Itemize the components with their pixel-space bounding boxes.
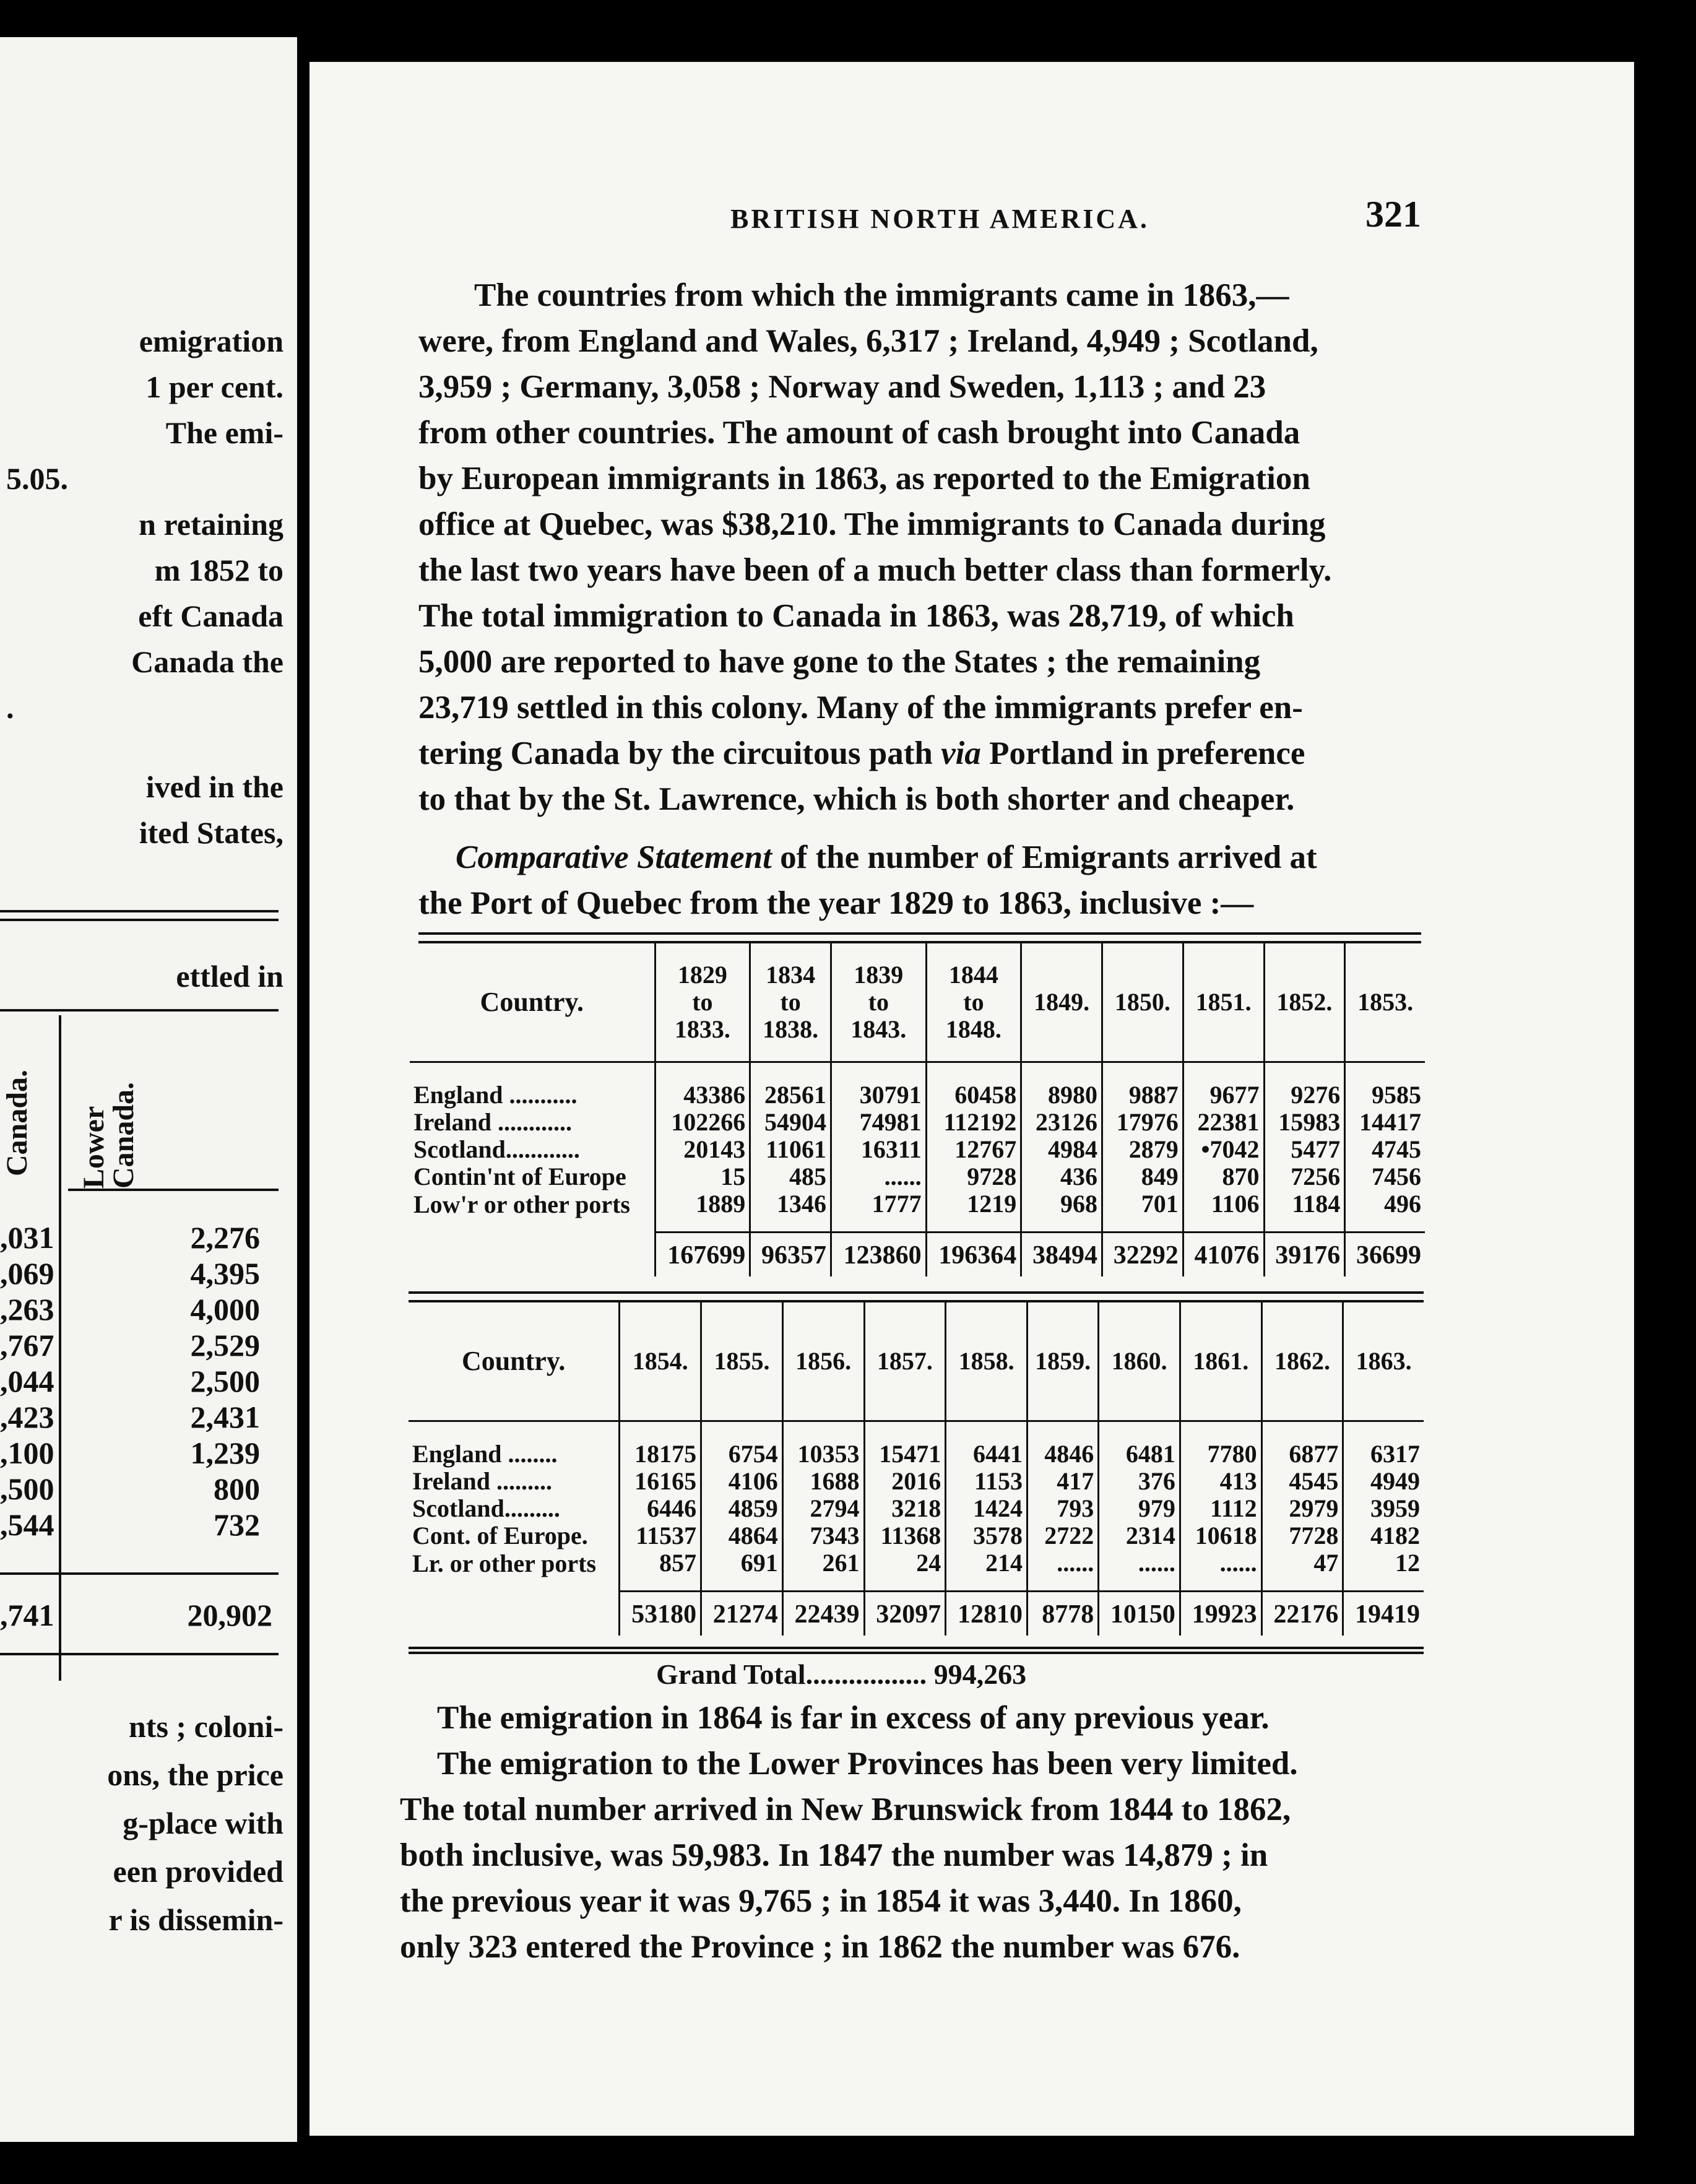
table-cell: 6446 — [620, 1495, 701, 1522]
left-text-line: The emi- — [165, 415, 283, 450]
table-cell: 28561 — [750, 1062, 831, 1109]
table-row — [410, 1190, 1425, 1233]
total-cell: 10150 — [1099, 1592, 1180, 1636]
table-cell: 12767 — [926, 1136, 1021, 1163]
column-header-part: 1834 — [766, 961, 816, 989]
left-rule — [0, 919, 279, 921]
totals-row — [410, 1233, 1425, 1277]
total-cell: 167699 — [655, 1233, 750, 1277]
left-text-line: 5.05. — [6, 461, 68, 496]
table-header-row — [410, 943, 1425, 1062]
country-column-header: Country. — [410, 943, 655, 1062]
table-cell: 4182 — [1343, 1522, 1424, 1549]
row-country: England ........ — [412, 1440, 558, 1468]
left-rule — [0, 910, 279, 912]
column-header — [1264, 943, 1345, 1062]
column-header: 1860. — [1099, 1302, 1180, 1421]
table-row — [410, 1109, 1425, 1136]
intro-line: office at Quebec, was $38,210. The immigrants to Canada during — [418, 506, 1326, 542]
left-text-line: ons, the price — [107, 1757, 283, 1792]
left-text-line: Canada the — [131, 644, 283, 679]
left-col1-value: ,069 — [0, 1256, 54, 1291]
left-text-line: ited States, — [139, 815, 283, 850]
table-cell: 2879 — [1102, 1136, 1183, 1163]
intro-line: 23,719 settled in this colony. Many of the immigrants prefer en- — [418, 690, 1303, 726]
left-text-line: m 1852 to — [154, 553, 283, 587]
table-cell: 376 — [1099, 1468, 1180, 1495]
table-row — [409, 1421, 1424, 1468]
intro-line — [418, 730, 1379, 776]
left-total: 20,902 — [187, 1598, 272, 1632]
intro-line: from other countries. The amount of cash brought into Canada — [418, 415, 1300, 451]
table-cell: 16165 — [620, 1468, 701, 1495]
column-header — [831, 943, 926, 1062]
left-total: ,741 — [0, 1598, 54, 1632]
table-cell: 436 — [1021, 1163, 1102, 1190]
table-cell: 4106 — [701, 1468, 783, 1495]
left-text-line: n retaining — [139, 507, 283, 542]
page-number: 321 — [1365, 194, 1421, 235]
total-cell: 32292 — [1102, 1233, 1183, 1277]
column-header — [1102, 943, 1183, 1062]
table-cell: 17976 — [1102, 1109, 1183, 1136]
left-rule — [0, 1572, 279, 1575]
left-text-line: ettled in — [176, 959, 283, 994]
column-header — [655, 943, 750, 1062]
table-cell: 2979 — [1261, 1495, 1343, 1522]
column-header-part: 1833. — [674, 1015, 730, 1043]
table-divider-rule — [409, 1291, 1424, 1302]
total-cell: 21274 — [701, 1592, 783, 1636]
column-header-part: 1839 — [854, 961, 904, 989]
table-cell: 9677 — [1183, 1062, 1264, 1109]
column-header: 1859. — [1027, 1302, 1098, 1421]
left-col1-value: ,044 — [0, 1364, 54, 1398]
table-row — [409, 1468, 1424, 1495]
left-col2-value: 2,529 — [190, 1328, 260, 1363]
table-cell: 24 — [864, 1549, 946, 1592]
table-cell: 8980 — [1021, 1062, 1102, 1109]
table-cell: 30791 — [831, 1062, 926, 1109]
column-header-part: 1853. — [1357, 988, 1414, 1016]
grand-total-value: 994,263 — [933, 1658, 1027, 1690]
row-country: Ireland ............ — [413, 1108, 572, 1136]
intro-line-text: tering Canada by the circuitous path — [418, 735, 933, 771]
table-cell: 4859 — [701, 1495, 783, 1522]
left-col2-value: 2,431 — [190, 1400, 260, 1434]
table-cell: 6877 — [1261, 1421, 1343, 1468]
left-col1-value: ,263 — [0, 1292, 54, 1327]
table-row — [410, 1136, 1425, 1163]
left-col1-value: ,544 — [0, 1507, 54, 1542]
table-cell: 112192 — [926, 1109, 1021, 1136]
left-col2-value: 1,239 — [190, 1436, 260, 1470]
caption-line — [418, 834, 1379, 880]
column-header: 1861. — [1180, 1302, 1261, 1421]
closing-line: both inclusive, was 59,983. In 1847 the number was 14,879 ; in — [400, 1837, 1268, 1873]
table-cell: 1777 — [831, 1190, 926, 1233]
table-cell: 4984 — [1021, 1136, 1102, 1163]
left-col2-value: 4,395 — [190, 1256, 260, 1291]
totals-label-cell — [410, 1233, 655, 1277]
table-cell: 9276 — [1264, 1062, 1345, 1109]
table-cell: 5477 — [1264, 1136, 1345, 1163]
total-cell: 19923 — [1180, 1592, 1261, 1636]
table-cell: 10618 — [1180, 1522, 1261, 1549]
emigrants-table-1854-1863 — [409, 1302, 1424, 1636]
intro-line: to that by the St. Lawrence, which is both shorter and cheaper. — [418, 781, 1295, 817]
table-cell: 793 — [1027, 1495, 1098, 1522]
row-country: Scotland............ — [413, 1135, 580, 1163]
table-cell: 485 — [750, 1163, 831, 1190]
table-cell: 6481 — [1099, 1421, 1180, 1468]
table-cell: 102266 — [655, 1109, 750, 1136]
table-cell: 979 — [1099, 1495, 1180, 1522]
table-cell: 7728 — [1261, 1522, 1343, 1549]
table-cell: 4545 — [1261, 1468, 1343, 1495]
table-cell: 7343 — [782, 1522, 864, 1549]
left-text-line: g-place with — [123, 1806, 283, 1840]
column-header-part: 1852. — [1276, 988, 1333, 1016]
emigrants-table-1829-1853 — [410, 943, 1425, 1276]
table-row — [409, 1495, 1424, 1522]
intro-line: were, from England and Wales, 6,317 ; Ireland, 4,949 ; Scotland, — [418, 323, 1318, 359]
caption-text: of the number of Emigrants arrived at — [780, 839, 1317, 875]
country-column-header: Country. — [409, 1302, 620, 1421]
left-col-header: Lower Canada. — [77, 1081, 140, 1189]
grand-total — [656, 1658, 1026, 1691]
table-cell: 1219 — [926, 1190, 1021, 1233]
column-header: 1863. — [1343, 1302, 1424, 1421]
table-cell: 15983 — [1264, 1109, 1345, 1136]
closing-line: the previous year it was 9,765 ; in 1854 it was 3,440. In 1860, — [400, 1883, 1242, 1919]
column-header-part: 1851. — [1195, 988, 1252, 1016]
total-cell: 22176 — [1261, 1592, 1343, 1636]
table-cell: 43386 — [655, 1062, 750, 1109]
table-cell: 1184 — [1264, 1190, 1345, 1233]
table-cell: 47 — [1261, 1549, 1343, 1592]
table-cell: 15 — [655, 1163, 750, 1190]
table-cell: 701 — [1102, 1190, 1183, 1233]
total-cell: 8778 — [1027, 1592, 1098, 1636]
table-cell: 1346 — [750, 1190, 831, 1233]
table-cell: 6441 — [946, 1421, 1028, 1468]
table-cell: 691 — [701, 1549, 783, 1592]
intro-line: 5,000 are reported to have gone to the States ; the remaining — [418, 644, 1261, 680]
column-header: 1855. — [701, 1302, 783, 1421]
total-cell: 123860 — [831, 1233, 926, 1277]
table-row — [410, 1062, 1425, 1109]
column-header-part: 1844 — [948, 961, 998, 989]
total-cell: 19419 — [1343, 1592, 1424, 1636]
table-cell: 417 — [1027, 1468, 1098, 1495]
left-rule — [68, 1189, 279, 1191]
table-cell: 1112 — [1180, 1495, 1261, 1522]
column-header-part: 1848. — [945, 1015, 1002, 1043]
table-cell: 857 — [620, 1549, 701, 1592]
table-cell: 54904 — [750, 1109, 831, 1136]
intro-line: The total immigration to Canada in 1863, was 28,719, of which — [418, 598, 1294, 634]
column-header: 1858. — [946, 1302, 1028, 1421]
column-header: 1857. — [864, 1302, 946, 1421]
table-cell: 2794 — [782, 1495, 864, 1522]
table-top-rule — [418, 932, 1421, 943]
column-header-part: to — [692, 988, 713, 1016]
table-cell: 23126 — [1021, 1109, 1102, 1136]
column-header-part: 1849. — [1034, 988, 1090, 1016]
table-cell: 16311 — [831, 1136, 926, 1163]
table-cell: 2314 — [1099, 1522, 1180, 1549]
table-cell: 1153 — [946, 1468, 1028, 1495]
column-header — [1345, 943, 1425, 1062]
left-text-line: emigration — [139, 324, 283, 358]
column-header-part: to — [780, 988, 801, 1016]
table-cell: 4846 — [1027, 1421, 1098, 1468]
table-cell: 3578 — [946, 1522, 1028, 1549]
table-cell: 18175 — [620, 1421, 701, 1468]
column-header-part: 1838. — [763, 1015, 819, 1043]
row-country: Low'r or other ports — [413, 1190, 630, 1218]
table-cell: 14417 — [1345, 1109, 1425, 1136]
table-cell: 4745 — [1345, 1136, 1425, 1163]
left-text-line: ived in the — [145, 769, 283, 804]
left-col1-value: ,423 — [0, 1400, 54, 1434]
left-col2-value: 2,500 — [190, 1364, 260, 1398]
left-col1-value: ,767 — [0, 1328, 54, 1363]
table-row — [409, 1522, 1424, 1549]
table-cell: 15471 — [864, 1421, 946, 1468]
closing-line: only 323 entered the Province ; in 1862 the number was 676. — [400, 1929, 1240, 1965]
intro-line: the last two years have been of a much better class than formerly. — [418, 552, 1332, 588]
grand-total-label: Grand Total................. — [656, 1658, 927, 1690]
totals-label-cell — [409, 1592, 620, 1636]
column-header: 1862. — [1261, 1302, 1343, 1421]
table-cell: 261 — [782, 1549, 864, 1592]
table-cell: 3218 — [864, 1495, 946, 1522]
left-col1-value: ,100 — [0, 1436, 54, 1470]
table-cell: 7256 — [1264, 1163, 1345, 1190]
left-col2-value: 4,000 — [190, 1292, 260, 1327]
column-header-part: to — [963, 988, 984, 1016]
intro-line: by European immigrants in 1863, as reported to the Emigration — [418, 461, 1310, 496]
total-cell: 196364 — [926, 1233, 1021, 1277]
statement-caption — [418, 834, 1379, 926]
table-cell: 7780 — [1180, 1421, 1261, 1468]
total-cell: 39176 — [1264, 1233, 1345, 1277]
table-cell: 11368 — [864, 1522, 946, 1549]
left-col1-value: ,031 — [0, 1220, 54, 1255]
caption-line: the Port of Quebec from the year 1829 to 1863, inclusive :— — [418, 885, 1254, 921]
row-country: England ........... — [413, 1081, 578, 1109]
table-cell: 9728 — [926, 1163, 1021, 1190]
left-text-line: een provided — [113, 1854, 283, 1889]
row-country: Cont. of Europe. — [412, 1522, 588, 1549]
column-header: 1854. — [620, 1302, 701, 1421]
total-cell: 12810 — [946, 1592, 1028, 1636]
table-cell: 1424 — [946, 1495, 1028, 1522]
left-column-divider — [59, 1015, 61, 1681]
table-cell: ...... — [1027, 1549, 1098, 1592]
total-cell: 36699 — [1345, 1233, 1425, 1277]
table-cell: 496 — [1345, 1190, 1425, 1233]
left-col2-value: 800 — [214, 1471, 260, 1506]
left-col2-value: 732 — [214, 1507, 260, 1542]
column-header — [750, 943, 831, 1062]
left-rule — [0, 1009, 279, 1012]
left-text-line: 1 per cent. — [145, 370, 283, 404]
column-header-part: to — [868, 988, 889, 1016]
row-country: Contin'nt of Europe — [413, 1163, 626, 1190]
table-cell: 214 — [946, 1549, 1028, 1592]
via-italic: via — [941, 735, 981, 771]
table-cell: ...... — [831, 1163, 926, 1190]
left-col2-value: 2,276 — [190, 1220, 260, 1255]
left-text-line: . — [6, 690, 14, 725]
left-text-line: r is dissemin- — [108, 1902, 283, 1937]
left-col-header: Canada. — [1, 1069, 33, 1176]
total-cell: 41076 — [1183, 1233, 1264, 1277]
table-row — [409, 1549, 1424, 1592]
table-header-row — [409, 1302, 1424, 1421]
row-country: Ireland ......... — [412, 1467, 552, 1495]
table-cell: 4949 — [1343, 1468, 1424, 1495]
left-text-line: eft Canada — [138, 599, 283, 633]
table-cell: 1688 — [782, 1468, 864, 1495]
table-bottom-rule — [409, 1647, 1424, 1654]
table-cell: 74981 — [831, 1109, 926, 1136]
table-cell: 60458 — [926, 1062, 1021, 1109]
table-cell: 6754 — [701, 1421, 783, 1468]
column-header-part: 1850. — [1114, 988, 1170, 1016]
intro-line: 3,959 ; Germany, 3,058 ; Norway and Sweden, 1,113 ; and 23 — [418, 369, 1266, 405]
page-321 — [309, 62, 1634, 2136]
table-row — [410, 1163, 1425, 1190]
table-cell: 1106 — [1183, 1190, 1264, 1233]
intro-paragraph — [418, 272, 1379, 822]
closing-paragraph — [400, 1695, 1373, 1970]
previous-page-fragment — [0, 37, 297, 2142]
closing-line: The total number arrived in New Brunswick from 1844 to 1862, — [400, 1792, 1291, 1827]
total-cell: 96357 — [750, 1233, 831, 1277]
table-cell: 22381 — [1183, 1109, 1264, 1136]
table-cell: 20143 — [655, 1136, 750, 1163]
table-cell: 870 — [1183, 1163, 1264, 1190]
table-cell: ...... — [1099, 1549, 1180, 1592]
table-cell: ...... — [1180, 1549, 1261, 1592]
intro-line-text: Portland in preference — [989, 735, 1305, 771]
caption-italic: Comparative Statement — [456, 839, 772, 875]
row-country: Scotland......... — [412, 1494, 560, 1522]
left-rule — [0, 1653, 279, 1655]
column-header-part: 1843. — [850, 1015, 907, 1043]
column-header — [1021, 943, 1102, 1062]
running-head: BRITISH NORTH AMERICA. — [730, 204, 1149, 234]
totals-row — [409, 1592, 1424, 1636]
table-cell: 968 — [1021, 1190, 1102, 1233]
column-header-part: 1829 — [677, 961, 727, 989]
table-cell: 12 — [1343, 1549, 1424, 1592]
table-cell: 413 — [1180, 1468, 1261, 1495]
table-cell: 7456 — [1345, 1163, 1425, 1190]
table-cell: 10353 — [782, 1421, 864, 1468]
table-cell: 849 — [1102, 1163, 1183, 1190]
column-header — [1183, 943, 1264, 1062]
table-cell: 9585 — [1345, 1062, 1425, 1109]
table-cell: 11061 — [750, 1136, 831, 1163]
closing-line: The emigration in 1864 is far in excess of any previous year. — [437, 1700, 1270, 1736]
table-cell: 6317 — [1343, 1421, 1424, 1468]
column-header: 1856. — [782, 1302, 864, 1421]
left-text-line: nts ; coloni- — [129, 1709, 283, 1744]
column-header — [926, 943, 1021, 1062]
table-cell: 1889 — [655, 1190, 750, 1233]
total-cell: 53180 — [620, 1592, 701, 1636]
row-country: Lr. or other ports — [412, 1549, 597, 1577]
table-cell: 2722 — [1027, 1522, 1098, 1549]
closing-line: The emigration to the Lower Provinces has been very limited. — [437, 1746, 1298, 1782]
table-cell: •7042 — [1183, 1136, 1264, 1163]
table-cell: 3959 — [1343, 1495, 1424, 1522]
total-cell: 38494 — [1021, 1233, 1102, 1277]
table-cell: 2016 — [864, 1468, 946, 1495]
total-cell: 22439 — [782, 1592, 864, 1636]
intro-line: The countries from which the immigrants came in 1863,— — [474, 277, 1289, 313]
table-cell: 11537 — [620, 1522, 701, 1549]
table-cell: 9887 — [1102, 1062, 1183, 1109]
left-col1-value: ,500 — [0, 1471, 54, 1506]
total-cell: 32097 — [864, 1592, 946, 1636]
table-cell: 4864 — [701, 1522, 783, 1549]
